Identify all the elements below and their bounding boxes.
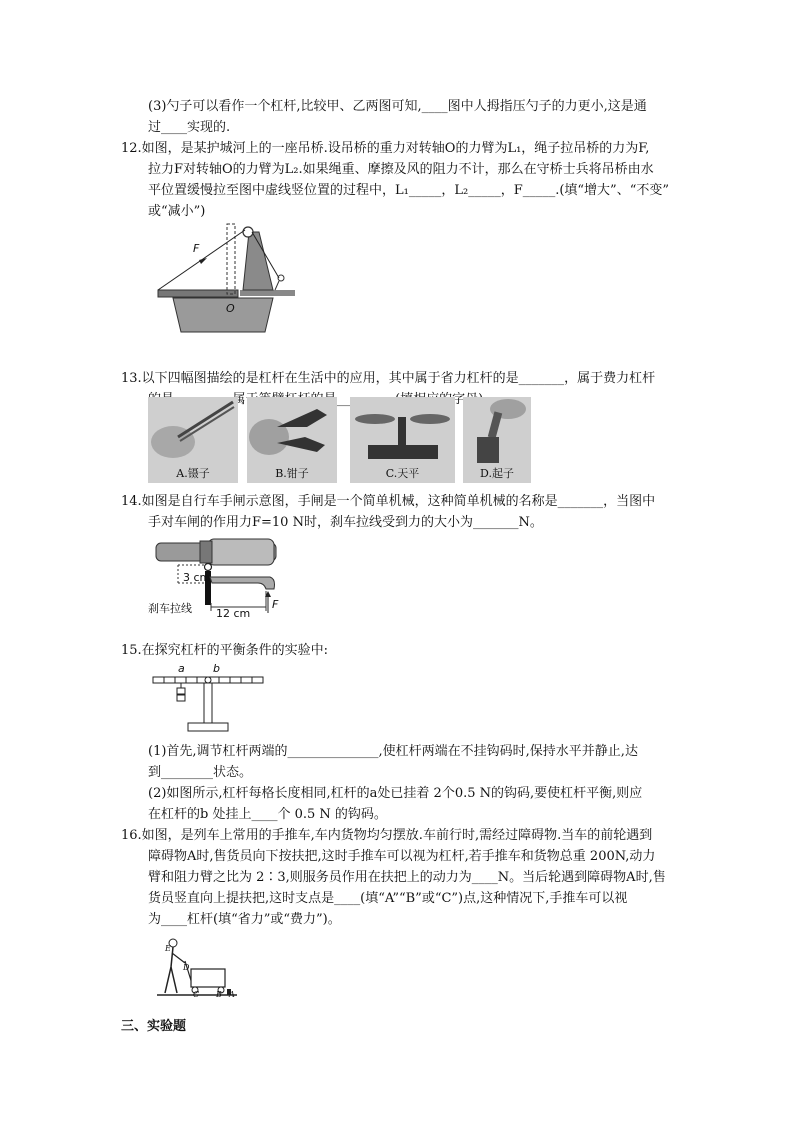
trolley-label-c: C <box>193 990 200 999</box>
q16-line-4: 货员竖直向上提扶把,这时支点是____(填“A”“B”或“C”)点,这种情况下,手推车可以视 <box>148 891 628 906</box>
drawbridge-figure <box>155 220 295 338</box>
bottle-opener-icon <box>463 397 531 467</box>
drawbridge-force-label: F <box>193 242 200 255</box>
q11-line-2: 过____实现的. <box>148 120 231 135</box>
q16-line-3: 臂和阻力臂之比为 2∶3,则服务员作用在扶把上的动力为____N。当后轮遇到障碍物A时,售 <box>148 870 666 885</box>
q15-line-1: 15.在探究杠杆的平衡条件的实验中: <box>121 643 329 658</box>
q11-line-1: (3)勺子可以看作一个杠杆,比较甲、乙两图可知,____图中人拇指压勺子的力更小,这是通 <box>148 99 647 114</box>
lever-experiment-figure <box>148 663 268 735</box>
trolley-label-d: D <box>183 963 190 972</box>
q16-line-2: 障碍物A时,售货员向下按扶把,这时手推车可以视为杠杆,若手推车和货物总重 200N,动力 <box>148 849 656 864</box>
drawbridge-pivot-label: O <box>226 302 235 315</box>
q13-line-1: 13.以下四幅图描绘的是杠杆在生活中的应用，其中属于省力杠杆的是_______，属于费力杠杆 <box>121 371 656 386</box>
brake-dim-long: 12 cm <box>216 607 251 620</box>
trolley-label-b: B <box>216 990 222 999</box>
brake-dim-short: 3 cm <box>183 571 211 584</box>
photo-caption-d: D.起子 <box>480 467 514 480</box>
tweezers-photo <box>148 397 238 483</box>
trolley-label-a: A <box>229 990 235 999</box>
bottle-opener-photo <box>463 397 531 483</box>
section-title-experiments: 三、实验题 <box>121 1019 187 1034</box>
balance-icon <box>350 397 455 467</box>
lever-label-b: b <box>213 662 220 675</box>
brake-cable-label: 刹车拉线 <box>148 602 192 615</box>
q12-line-3: 平位置缓慢拉至图中虚线竖位置的过程中，L₁_____，L₂_____，F_____.(填“增大”、“不变” <box>148 183 669 198</box>
q14-line-1: 14.如图是自行车手闸示意图，手闸是一个简单机械，这种简单机械的名称是_______，当图中 <box>121 494 656 509</box>
q12-line-4: 或“减小”) <box>148 204 206 219</box>
pliers-icon <box>247 397 337 467</box>
q15-sub1-line-1: (1)首先,调节杠杆两端的______________,使杠杆两端在不挂钩码时,保持水平并静止,达 <box>148 744 638 759</box>
q16-line-5: 为____杠杆(填“省力”或“费力”)。 <box>148 912 341 927</box>
lever-label-a: a <box>178 662 185 675</box>
q15-sub2-line-2: 在杠杆的b 处挂上____个 0.5 N 的钩码。 <box>148 807 387 822</box>
q12-line-2: 拉力F对转轴O的力臂为L₂.如果绳重、摩擦及风的阻力不计，那么在守桥士兵将吊桥由水 <box>148 162 654 177</box>
q15-sub2-line-1: (2)如图所示,杠杆每格长度相同,杠杆的a处已挂着 2个0.5 N的钩码,要使杠杆平衡,则应 <box>148 786 643 801</box>
tweezers-icon <box>148 397 238 467</box>
photo-caption-c: C.天平 <box>385 467 420 480</box>
brake-force-label: F <box>272 598 279 611</box>
q16-line-1: 16.如图，是列车上常用的手推车,车内货物均匀摆放.车前行时,需经过障碍物.当车的前轮遇到 <box>121 828 653 843</box>
pliers-photo <box>247 397 337 483</box>
balance-photo <box>350 397 455 483</box>
photo-caption-b: B.钳子 <box>275 467 309 480</box>
q12-line-1: 12.如图，是某护城河上的一座吊桥.设吊桥的重力对转轴O的力臂为L₁，绳子拉吊桥的力为F, <box>121 141 650 156</box>
q14-line-2: 手对车闸的作用力F=10 N时，刹车拉线受到力的大小为_______N。 <box>148 515 543 530</box>
q15-sub1-line-2: 到________状态。 <box>148 765 253 780</box>
photo-caption-a: A.镊子 <box>176 467 210 480</box>
trolley-label-e: E <box>165 944 171 953</box>
